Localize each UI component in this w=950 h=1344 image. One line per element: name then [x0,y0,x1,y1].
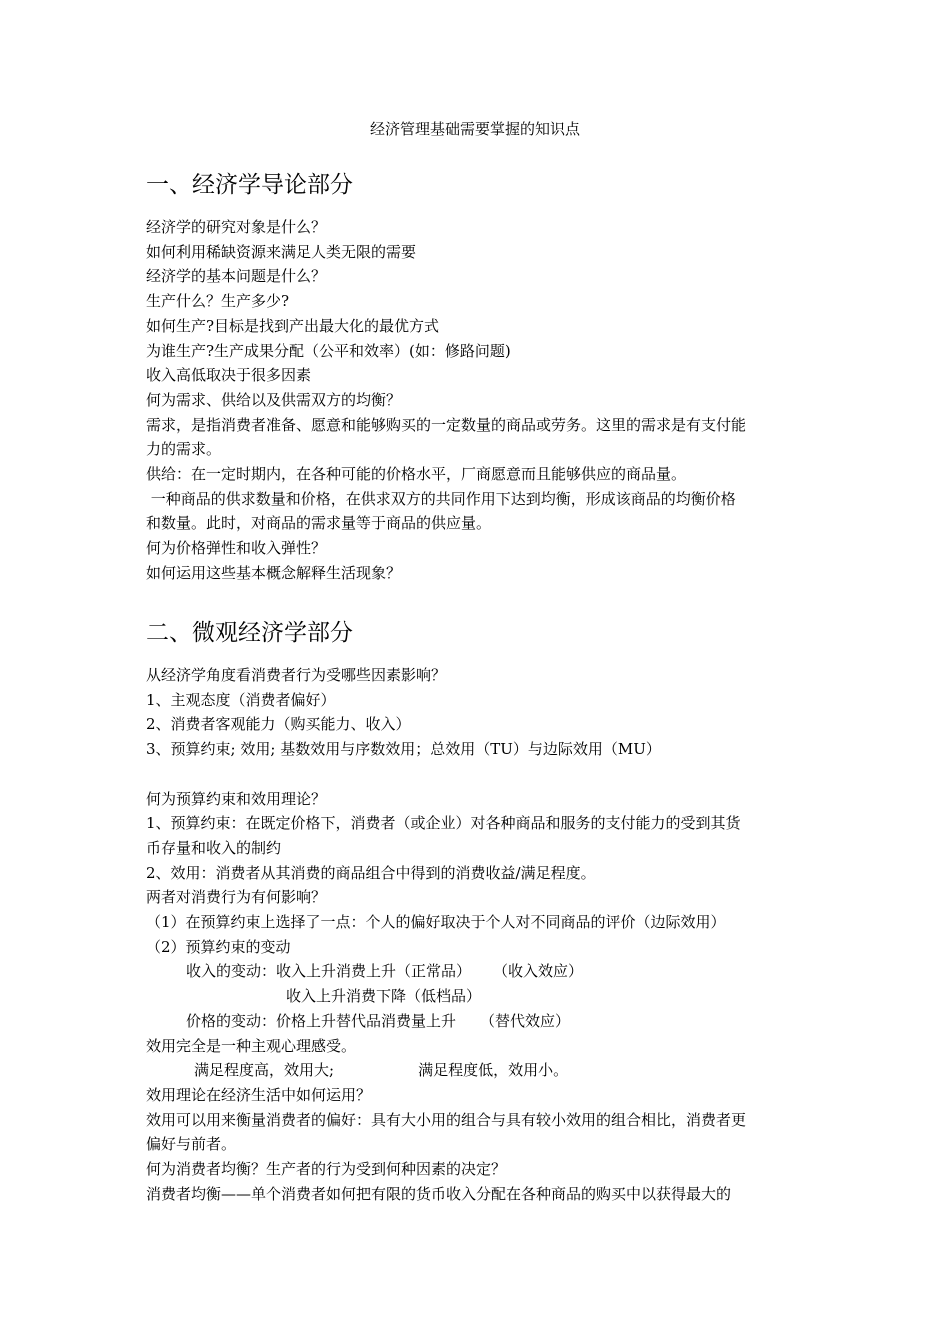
section-heading-intro: 一、经济学导论部分 [146,172,353,198]
text-line: 为谁生产?生产成果分配（公平和效率）(如：修路问题) [146,341,511,360]
income-change-line [146,959,812,984]
section-heading-micro: 二、微观经济学部分 [146,620,353,646]
text-line: 3、预算约束; 效用; 基数效用与序数效用；总效用（TU）与边际效用（MU） [146,740,661,759]
text-line: 生产什么？生产多少? [146,292,290,311]
price-change-line [146,1009,812,1034]
text-line: 效用可以用来衡量消费者的偏好：具有大小用的组合与具有较小效用的组合相比，消费者更 [146,1110,747,1129]
income-change-label: 收入的变动： [186,962,277,981]
text-line: 如何运用这些基本概念解释生活现象？ [146,563,402,582]
text-line: 从经济学角度看消费者行为受哪些因素影响？ [146,666,447,684]
text-line: 1、预算约束：在既定价格下，消费者（或企业）对各种商品和服务的支付能力的受到其货 [146,814,741,833]
text-line: 经济学的研究对象是什么？ [146,218,327,236]
text-line: 2、效用：消费者从其消费的商品组合中得到的消费收益/满足程度。 [146,863,596,882]
blank-line [146,762,812,787]
text-line: 一种商品的供求数量和价格，在供求双方的共同作用下达到均衡，形成该商品的均衡价格 [146,489,736,508]
text-line: 如何利用稀缺资源来满足人类无限的需要 [146,242,417,261]
satisfaction-high: 满足程度高，效用大; [194,1061,335,1080]
text-line: 和数量。此时，对商品的需求量等于商品的供应量。 [146,514,492,533]
income-change-normal: 收入上升消费上升（正常品） [276,962,472,981]
substitution-effect-note: （替代效应） [480,1011,571,1030]
text-line: 2、消费者客观能力（购买能力、收入） [146,715,411,734]
text-line: 1、主观态度（消费者偏好） [146,690,336,709]
text-line: 效用理论在经济生活中如何运用？ [146,1085,372,1104]
text-line: （1）在预算约束上选择了一点：个人的偏好取决于个人对不同商品的评价（边际效用） [146,913,726,932]
text-line: 消费者均衡——单个消费者如何把有限的货币收入分配在各种商品的购买中以获得最大的 [146,1184,732,1203]
text-line: 偏好与前者。 [146,1135,237,1154]
text-line: 收入高低取决于很多因素 [146,366,312,385]
text-line: 如何生产?目标是找到产出最大化的最优方式 [146,316,440,335]
text-line: 两者对消费行为有何影响？ [146,888,327,907]
income-change-inferior: 收入上升消费下降（低档品） [286,987,482,1006]
income-effect-note: （收入效应） [493,962,584,981]
price-change-substitute: 价格上升替代品消费量上升 [276,1011,457,1030]
text-line: 供给：在一定时期内，在各种可能的价格水平，厂商愿意而且能够供应的商品量。 [146,465,687,484]
text-line: 需求，是指消费者准备、愿意和能够购买的一定数量的商品或劳务。这里的需求是有支付能 [146,415,747,434]
text-line: 经济学的基本问题是什么？ [146,267,327,286]
price-change-label: 价格的变动： [186,1011,277,1030]
section-micro-body [146,663,812,1206]
document-title: 经济管理基础需要掌握的知识点 [369,120,580,138]
text-line: 何为需求、供给以及供需双方的均衡？ [146,390,402,409]
text-line: 币存量和收入的制约 [146,838,282,857]
satisfaction-low: 满足程度低，效用小。 [418,1061,569,1080]
text-line: 何为消费者均衡？生产者的行为受到何种因素的决定？ [146,1160,507,1179]
section-intro-body [146,215,812,586]
text-line: 何为价格弹性和收入弹性？ [146,539,327,558]
satisfaction-line [146,1058,812,1083]
text-line: 效用完全是一种主观心理感受。 [146,1036,357,1055]
text-line: 何为预算约束和效用理论？ [146,789,327,808]
text-line: 力的需求。 [146,440,222,459]
text-line: （2）预算约束的变动 [146,937,291,956]
